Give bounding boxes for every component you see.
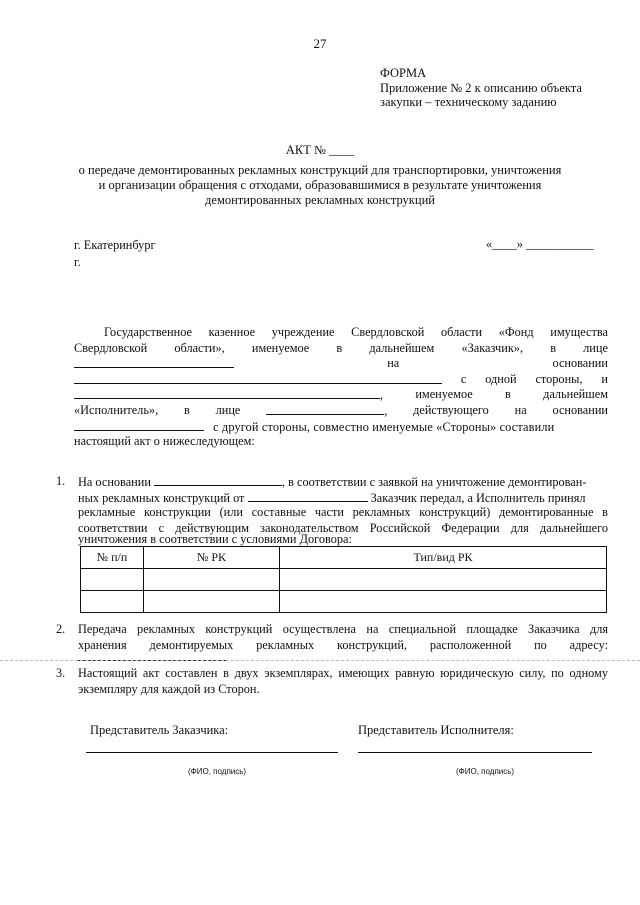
word: в [183, 403, 190, 417]
word: именуемое [251, 340, 310, 355]
item-1-line-1 [78, 474, 586, 491]
table-header-row [81, 547, 607, 569]
item-text: На основании [78, 475, 151, 489]
customer-signature-note: (ФИО, подпись) [188, 767, 247, 776]
blank-field[interactable] [248, 490, 368, 502]
table-row [81, 569, 607, 591]
intro-line-1 [104, 325, 608, 341]
word: основании [552, 356, 608, 371]
intro-line-2 [74, 341, 608, 357]
act-title: АКТ № ____ [285, 143, 355, 157]
word: в [336, 340, 343, 355]
word: по [534, 637, 547, 652]
table-header-num: № п/п [81, 547, 144, 569]
blank-with-comma[interactable]: , [266, 403, 387, 420]
word: именуемое [415, 387, 473, 402]
word: одной [485, 371, 517, 386]
intro-closing: настоящий акт о нижеследующем: [74, 434, 255, 449]
city-suffix: г. [74, 255, 81, 269]
table-cell[interactable] [280, 591, 607, 613]
page-divider [0, 660, 640, 661]
table-header-type: Тип/вид РК [280, 547, 607, 569]
item-text: , в соответствии с заявкой на уничтожение демонтирован- [281, 475, 587, 489]
appendix-line-1: Приложение № 2 к описанию объекта [380, 80, 582, 95]
item-2-line-2 [78, 638, 608, 654]
item-2-line-1: Передача рекламных конструкций осуществлена на специальной площадке Заказчика для [78, 622, 608, 636]
act-subtitle-line-2: и организации обращения с отходами, образовавшимися в результате уничтожения [98, 178, 542, 192]
city-name: г. Екатеринбург [74, 238, 156, 252]
rk-table [80, 546, 607, 613]
table-row [81, 591, 607, 613]
table-cell[interactable] [81, 591, 144, 613]
customer-rep-label: Представитель Заказчика: [90, 723, 229, 737]
word: Свердловской [351, 325, 425, 339]
word: стороны, [535, 371, 583, 386]
word: лице [583, 340, 608, 355]
word: расположенной [429, 637, 512, 652]
intro-line-7 [74, 419, 608, 436]
item-1-line-5: уничтожения в соответствии с условиями Договора: [78, 532, 352, 547]
table-header-rk: № РК [144, 547, 280, 569]
appendix-line-2: закупки – техническому заданию [380, 95, 557, 109]
word: рекламных [256, 637, 315, 652]
word: области», [174, 340, 225, 355]
act-subtitle-line-3: демонтированных рекламных конструкций [205, 193, 435, 207]
intro-text: с другой стороны, совместно именуемые «Стороны» составили [213, 419, 555, 434]
blank-field[interactable] [154, 474, 282, 486]
contractor-rep-label: Представитель Исполнителя: [358, 723, 514, 737]
form-header [380, 66, 582, 110]
table-cell[interactable] [144, 591, 280, 613]
word: дальнейшем [543, 387, 608, 402]
intro-line-4 [74, 372, 608, 388]
item-1-line-2 [78, 490, 586, 507]
item-1-line-4: соответствии с действующим законодательством Российской Федерации для дальнейшего [78, 520, 608, 535]
act-date: «____» ___________ [486, 237, 594, 251]
table-cell[interactable] [81, 569, 144, 591]
act-subtitle-line-1: о передаче демонтированных рекламных конструкций для транспортировки, уничтожения [78, 163, 562, 177]
item-3-line-2: экземпляру для каждой из Сторон. [78, 681, 260, 696]
word: на [387, 356, 400, 371]
blank-with-comma[interactable]: , [74, 387, 383, 404]
word: «Заказчик», [461, 340, 524, 355]
item-2-number: 2. [56, 622, 66, 636]
word: адресу: [569, 637, 608, 652]
page-number: 27 [313, 36, 327, 51]
customer-signature-line[interactable] [86, 752, 338, 753]
word: основании [552, 403, 608, 417]
city-block [74, 237, 156, 271]
blank-field[interactable] [74, 356, 234, 368]
item-1-line-3: рекламные конструкции (или составные части рекламных конструкций) демонтированные в [78, 505, 608, 520]
word: в [505, 387, 511, 402]
blank-field[interactable] [74, 372, 442, 384]
word: дальнейшем [369, 340, 435, 355]
word: с [460, 371, 467, 386]
intro-line-5 [74, 387, 608, 404]
item-text: ных рекламных конструкций от [78, 490, 245, 505]
word: демонтируемых [149, 637, 234, 652]
item-text: Заказчик передал, а Исполнитель принял [370, 490, 586, 505]
blank-field[interactable] [74, 419, 204, 431]
intro-line-3 [74, 356, 608, 372]
word: казенное [208, 325, 256, 339]
word: области [441, 325, 483, 339]
word: имущества [550, 325, 608, 339]
word: на [514, 403, 527, 417]
table-cell[interactable] [144, 569, 280, 591]
word: Свердловской [74, 340, 148, 355]
word: и [601, 371, 608, 386]
word: конструкций, [337, 637, 408, 652]
item-3-line-1: Настоящий акт составлен в двух экземплярах, имеющих равную юридическую силу, по одному [78, 666, 608, 680]
word: хранения [78, 637, 127, 652]
item-1-number: 1. [56, 474, 66, 488]
contractor-signature-note: (ФИО, подпись) [456, 767, 515, 776]
table-cell[interactable] [280, 569, 607, 591]
word: лице [215, 403, 241, 417]
word: «Фонд [498, 325, 534, 339]
contractor-signature-line[interactable] [358, 752, 592, 753]
item-3-number: 3. [56, 666, 66, 680]
word: в [550, 340, 556, 355]
word: Государственное [104, 325, 192, 339]
form-label: ФОРМА [380, 66, 427, 80]
intro-line-6 [74, 403, 608, 420]
word: «Исполнитель», [74, 403, 159, 417]
word: учреждение [271, 325, 335, 339]
act-subtitle [60, 163, 580, 208]
word: действующего [413, 403, 489, 417]
